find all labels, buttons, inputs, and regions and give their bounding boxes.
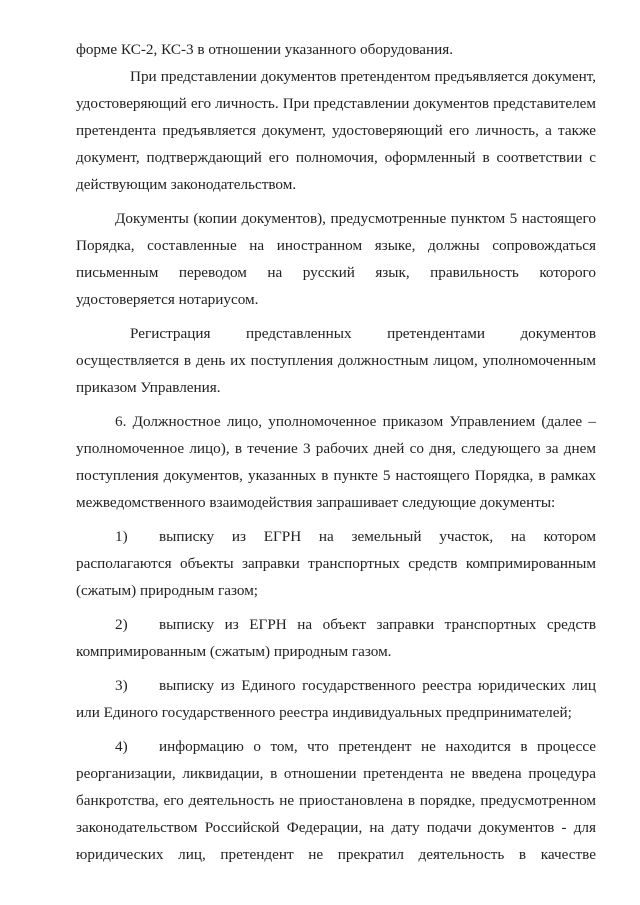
list-item	[76, 672, 596, 726]
paragraph-registration: Регистрация представленных претендентами документов осуществляется в день их поступления должностным лицом, уполномоченным приказом Управления.	[76, 325, 596, 396]
list-item	[76, 611, 596, 665]
list-item-number: 2)	[115, 616, 128, 633]
paragraph-continuation: форме КС-2, КС-3 в отношении указанного оборудования.	[76, 41, 454, 58]
list-item-number: 1)	[115, 528, 128, 545]
list-item	[76, 523, 596, 604]
paragraph-section-6: 6. Должностное лицо, уполномоченное приказом Управлением (далее – уполномоченное лицо), в течение 3 рабочих дней со дня, следующего за днем поступления документов, указанных в пункте 5 настоящего Порядка, в рамках межведомственного взаимодействия запрашивает следующие документы:	[76, 413, 596, 511]
list-item-number: 4)	[115, 738, 128, 755]
list-item-text: информацию о том, что претендент не находится в процессе реорганизации, ликвидации, в отношении претендента не введена процедура банкротства, его деятельность не приостановлена в порядке, предусмотренном законодательством Российской Федерации, на дату подачи документов - для юридических лиц, претендент не прекратил деятельность в качестве	[76, 738, 596, 863]
list-item-text: выписку из ЕГРН на земельный участок, на котором располагаются объекты заправки транспортных средств компримированным (сжатым) природным газом;	[76, 528, 596, 599]
document-page	[76, 36, 596, 868]
paragraph-document-presentation: При представлении документов претендентом предъявляется документ, удостоверяющий его личность. При представлении документов представителем претендента предъявляется документ, удостоверяющий его личность, а также документ, подтверждающий его полномочия, оформленный в соответствии с действующим законодательством.	[76, 68, 596, 193]
list-item-number: 3)	[115, 677, 128, 694]
paragraph-foreign-documents: Документы (копии документов), предусмотренные пунктом 5 настоящего Порядка, составленные на иностранном языке, должны сопровождаться письменным переводом на русский язык, правильность которого удостоверяется нотариусом.	[76, 210, 596, 308]
list-item-text: выписку из ЕГРН на объект заправки транспортных средств компримированным (сжатым) природным газом.	[76, 616, 596, 660]
list-item-text: выписку из Единого государственного реестра юридических лиц или Единого государственного реестра индивидуальных предпринимателей;	[76, 677, 596, 721]
list-item	[76, 733, 596, 868]
